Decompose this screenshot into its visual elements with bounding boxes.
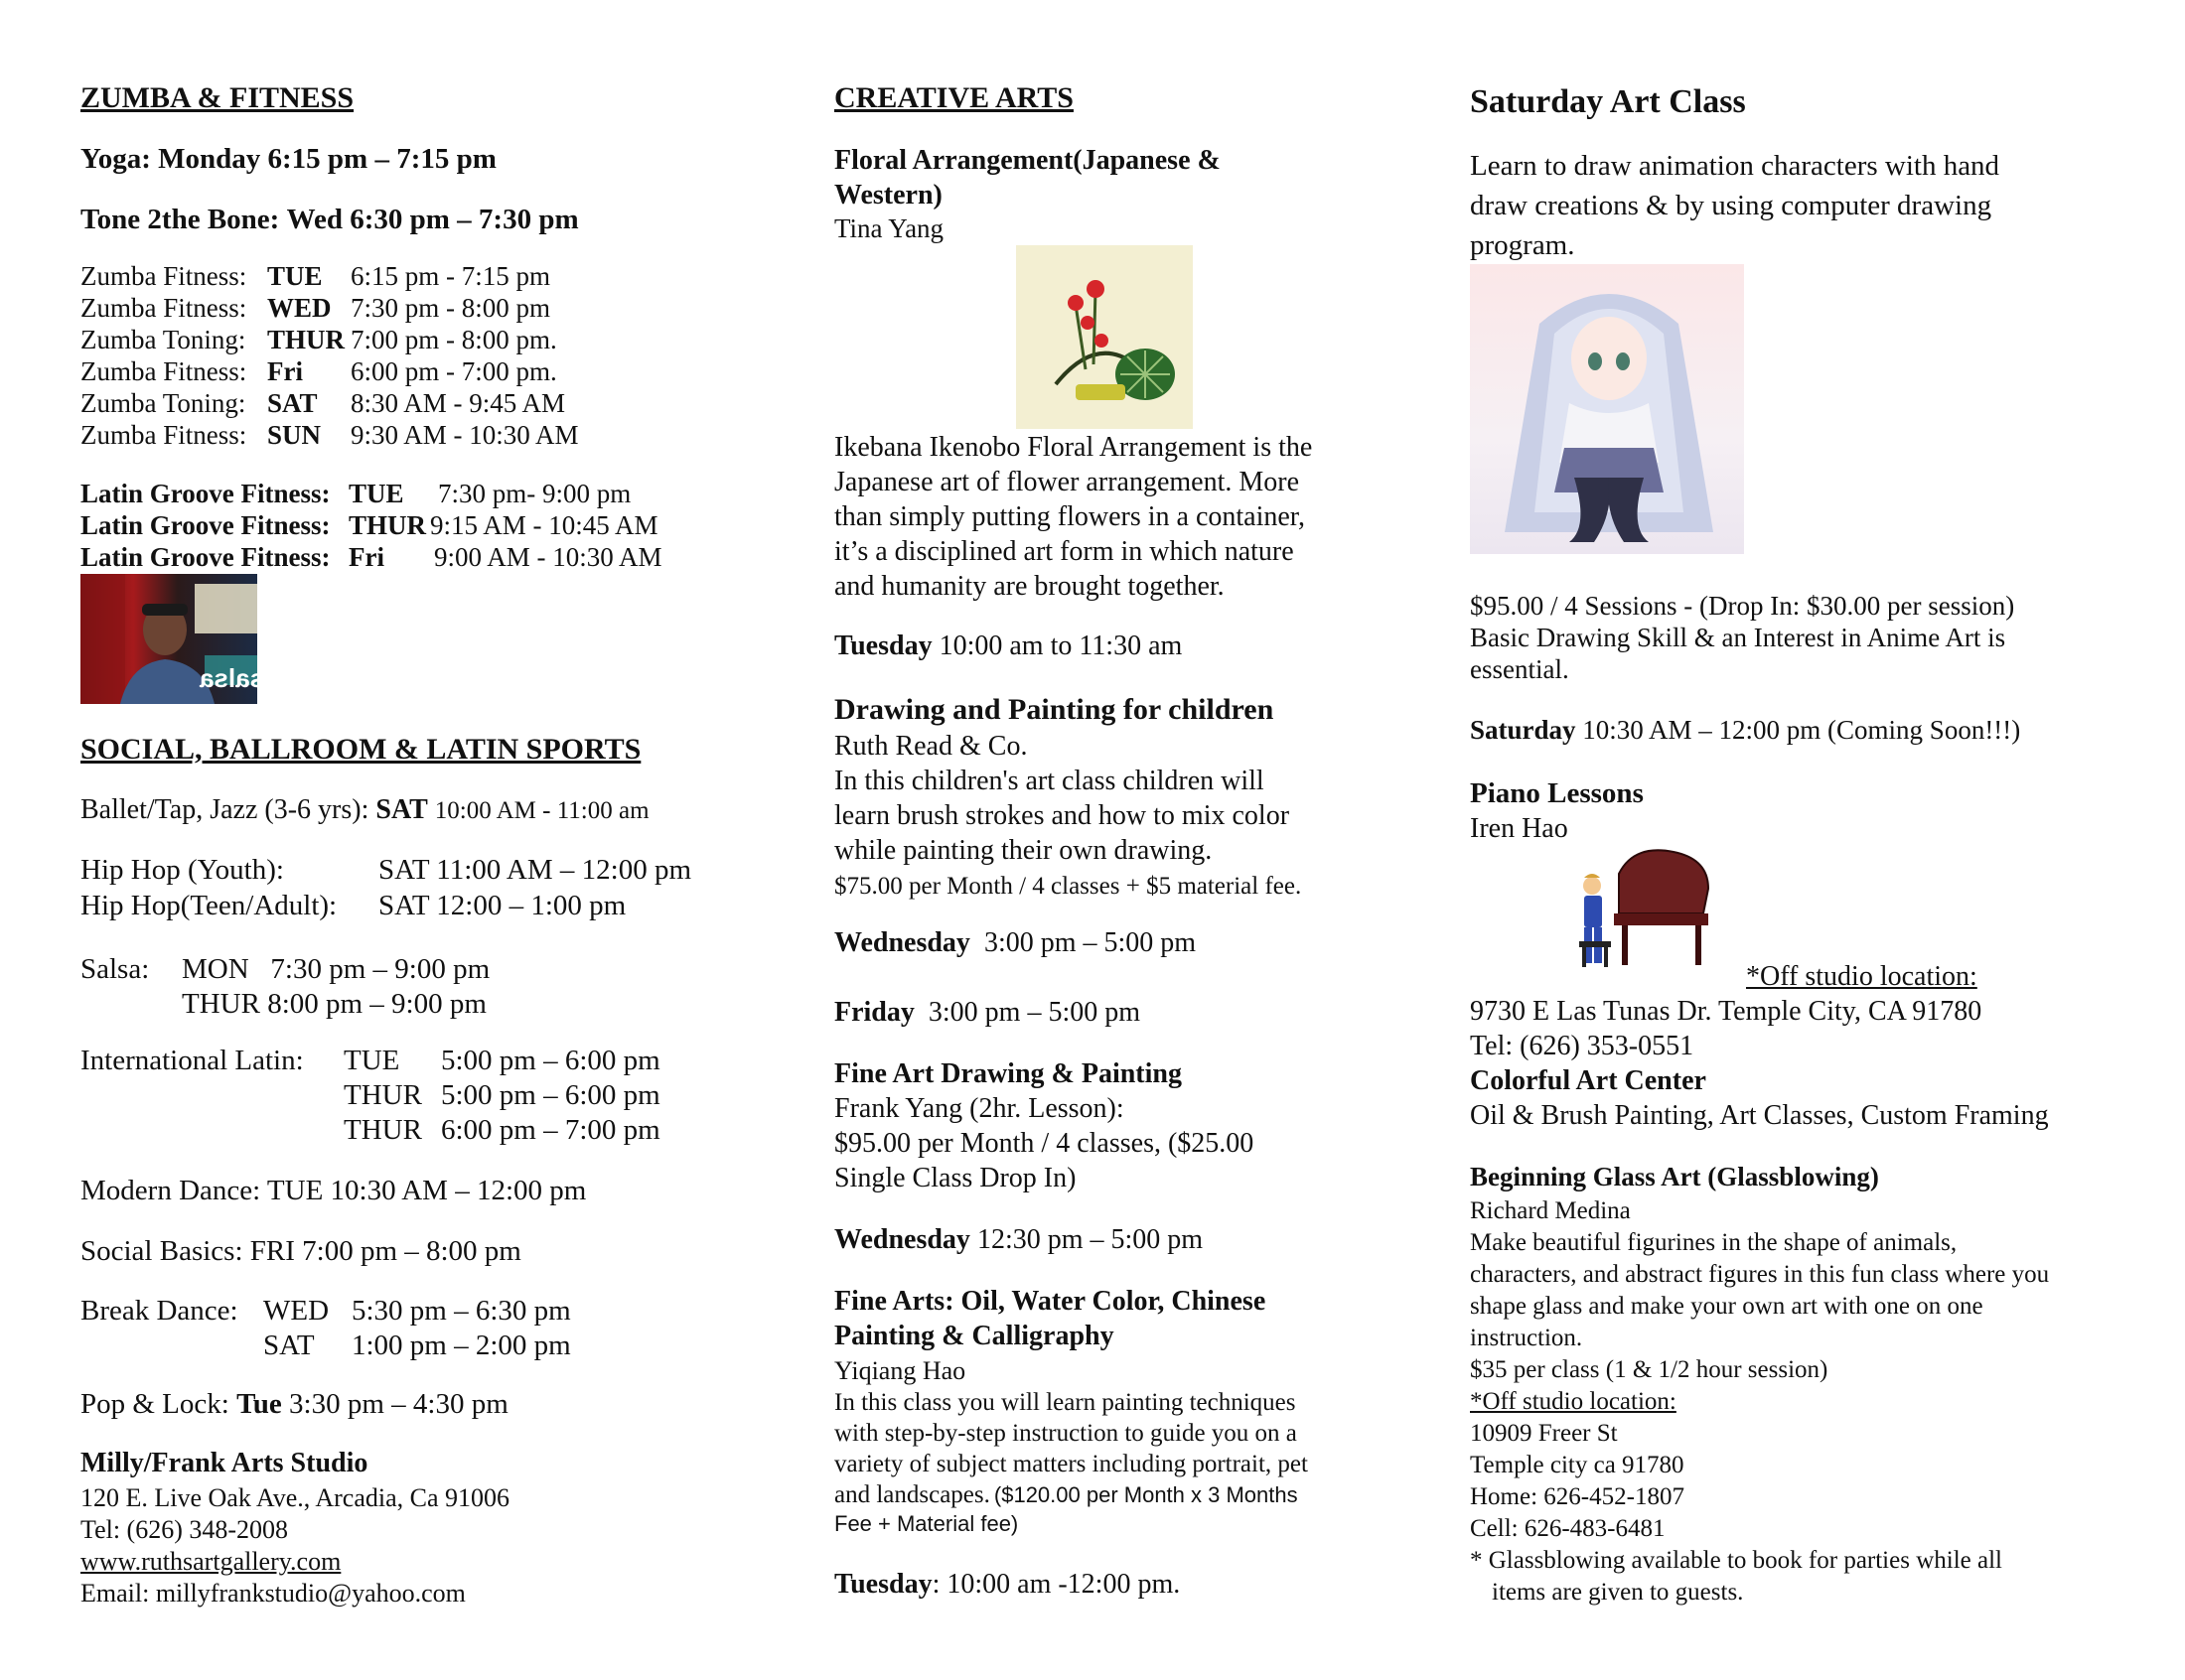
zumba-row-name: Zumba Fitness: [80,261,247,291]
drawing-fri-schedule [834,999,1140,1027]
drawing-fri-day: Friday [834,997,915,1028]
studio-website-link[interactable]: www.ruthsartgallery.com [80,1547,342,1576]
hiphop-youth-label: Hip Hop (Youth): [80,854,284,886]
oil-teacher: Yiqiang Hao [834,1356,966,1385]
zumba-row-day: TUE [267,261,323,291]
floral-schedule [834,632,1182,660]
latin-groove-day: THUR [349,510,427,540]
floral-title-1: Floral Arrangement(Japanese & [834,145,1221,176]
salsa-time-2: THUR 8:00 pm – 9:00 pm [182,988,487,1020]
drawing-teacher: Ruth Read & Co. [834,731,1028,762]
glass-desc-line: instruction. [1470,1325,1583,1351]
oil-fee-2: Fee + Material fee) [834,1511,1019,1536]
yoga-line [80,145,497,174]
tone-time: Wed 6:30 pm – 7:30 pm [286,204,579,235]
floral-day: Tuesday [834,630,933,661]
latin-groove-day: TUE [349,479,404,508]
latin-groove-time: 9:15 AM - 10:45 AM [430,510,658,540]
break-dance-label: Break Dance: [80,1295,238,1327]
floral-desc-line: and humanity are brought together. [834,571,1225,602]
oil-desc-line: variety of subject matters including portrait, pet [834,1451,1308,1477]
zumba-row [80,263,246,290]
zumba-row-day: WED [267,293,332,323]
pop-lock-time: 3:30 pm – 4:30 pm [289,1388,509,1420]
break-dance-time: 1:00 pm – 2:00 pm [352,1330,571,1361]
yoga-time: Monday 6:15 pm – 7:15 pm [158,143,497,175]
zumba-row-time: 7:00 pm - 8:00 pm. [351,325,557,354]
fine-art-schedule [834,1226,1203,1254]
glass-cell-phone: Cell: 626-483-6481 [1470,1515,1666,1542]
oil-day: Tuesday [834,1569,933,1600]
floral-teacher: Tina Yang [834,213,945,243]
fine-art-fee-2: Single Class Drop In) [834,1163,1077,1193]
ballet-line [80,796,650,824]
drawing-fri-time: 3:00 pm – 5:00 pm [928,997,1141,1028]
ballet-time: 10:00 AM - 11:00 am [434,797,650,824]
art-center-name: Colorful Art Center [1470,1065,1706,1096]
fine-art-fee-1: $95.00 per Month / 4 classes, ($25.00 [834,1128,1254,1159]
saturday-desc-line: Learn to draw animation characters with hand [1470,150,2000,182]
ikebana-photo [1016,245,1193,429]
zumba-row [80,390,245,417]
studio-email: Email: millyfrankstudio@yahoo.com [80,1579,466,1608]
intl-latin-time: 5:00 pm – 6:00 pm [441,1079,660,1111]
zumba-row-name: Zumba Toning: [80,325,246,354]
zumba-heading: ZUMBA & FITNESS [80,81,355,114]
anime-character-image [1470,264,1744,554]
latin-groove-time: 7:30 pm- 9:00 pm [438,479,632,508]
ballet-day: SAT [375,794,428,825]
fine-art-day: Wednesday [834,1224,970,1255]
drawing-wed-time: 3:00 pm – 5:00 pm [983,927,1197,958]
zumba-row [80,422,246,449]
saturday-fee: $95.00 / 4 Sessions - (Drop In: $30.00 per session) [1470,591,2015,621]
piano-off-studio-label: *Off studio location: [1746,961,1977,992]
tone-line [80,206,579,234]
oil-title-1: Fine Arts: Oil, Water Color, Chinese [834,1286,1266,1317]
intl-latin-time: 6:00 pm – 7:00 pm [441,1114,660,1146]
pop-lock-day: Tue [236,1388,282,1420]
latin-groove-time: 9:00 AM - 10:30 AM [434,542,662,572]
floral-time: 10:00 am to 11:30 am [939,630,1183,661]
floral-desc-line: Japanese art of flower arrangement. More [834,467,1300,497]
hiphop-teen-label: Hip Hop(Teen/Adult): [80,890,338,921]
piano-title: Piano Lessons [1470,777,1644,809]
latin-groove-day: Fri [349,542,384,572]
zumba-row-time: 8:30 AM - 9:45 AM [351,388,566,418]
social-basics-line: Social Basics: FRI 7:00 pm – 8:00 pm [80,1235,521,1267]
glass-off-studio-label: *Off studio location: [1470,1388,1676,1415]
art-center-services: Oil & Brush Painting, Art Classes, Custom Framing [1470,1100,2049,1131]
glass-street: 10909 Freer St [1470,1420,1618,1447]
zumba-row-name: Zumba Fitness: [80,293,247,323]
salsa-label: Salsa: [80,953,150,985]
hiphop-teen-time: SAT 12:00 – 1:00 pm [378,890,627,921]
floral-title-2: Western) [834,180,943,210]
latin-groove-name: Latin Groove Fitness: [80,479,331,508]
pop-lock-label: Pop & Lock: [80,1388,229,1420]
intl-latin-day: THUR [344,1114,422,1146]
drawing-desc-line: while painting their own drawing. [834,835,1213,866]
drawing-wed-day: Wednesday [834,927,970,958]
zumba-row-day: SAT [267,388,318,418]
salsa-dancer-photo [80,574,265,704]
drawing-desc-line: learn brush strokes and how to mix color [834,800,1290,831]
tone-label: Tone 2the Bone: [80,204,280,235]
oil-desc-fee-line [834,1482,1298,1507]
oil-schedule [834,1571,1180,1599]
zumba-row-time: 6:00 pm - 7:00 pm. [351,356,557,386]
piano-tel: Tel: (626) 353-0551 [1470,1031,1694,1061]
saturday-schedule [1470,717,2020,744]
studio-name: Milly/Frank Arts Studio [80,1448,368,1478]
saturday-req-2: essential. [1470,654,1569,684]
intl-latin-day: TUE [344,1045,400,1076]
oil-title-2: Painting & Calligraphy [834,1321,1114,1351]
zumba-row-day: Fri [267,356,303,386]
zumba-row-name: Zumba Fitness: [80,420,247,450]
piano-address: 9730 E Las Tunas Dr. Temple City, CA 91780 [1470,996,1982,1027]
zumba-row-time: 7:30 pm - 8:00 pm [351,293,550,323]
glass-fee: $35 per class (1 & 1/2 hour session) [1470,1356,1828,1383]
intl-latin-day: THUR [344,1079,422,1111]
zumba-row-day: THUR [267,325,346,354]
oil-time: : 10:00 am -12:00 pm. [932,1569,1181,1600]
zumba-row-day: SUN [267,420,322,450]
piano-icon [1574,844,1713,978]
floral-desc-line: than simply putting flowers in a container, [834,501,1306,532]
drawing-fee: $75.00 per Month / 4 classes + $5 material fee. [834,873,1302,900]
oil-fee-1: ($120.00 per Month x 3 Months [993,1482,1298,1507]
glass-note-2: items are given to guests. [1492,1579,1744,1606]
zumba-row-name: Zumba Toning: [80,388,246,418]
hiphop-youth-time: SAT 11:00 AM – 12:00 pm [378,854,692,886]
zumba-row [80,358,246,385]
studio-tel: Tel: (626) 348-2008 [80,1515,289,1544]
zumba-row [80,295,246,322]
saturday-desc-line: draw creations & by using computer drawing [1470,190,1992,221]
glass-title: Beginning Glass Art (Glassblowing) [1470,1162,1879,1191]
fine-art-time: 12:30 pm – 5:00 pm [976,1224,1204,1255]
oil-desc-line: with step-by-step instruction to guide you on a [834,1420,1297,1447]
drawing-title: Drawing and Painting for children [834,693,1274,726]
anime-girl-icon [1470,264,1744,554]
latin-groove-name: Latin Groove Fitness: [80,510,331,540]
intl-latin-label: International Latin: [80,1045,304,1076]
glass-note-1: * Glassblowing available to book for parties while all [1470,1547,2002,1574]
flower-arrangement-icon [1016,245,1193,429]
glass-city: Temple city ca 91780 [1470,1452,1684,1478]
saturday-req-1: Basic Drawing Skill & an Interest in Anime Art is [1470,623,2006,652]
latin-groove-name: Latin Groove Fitness: [80,542,331,572]
zumba-row-name: Zumba Fitness: [80,356,247,386]
glass-desc-line: characters, and abstract figures in this fun class where you [1470,1261,2050,1288]
salsa-time-1: MON 7:30 pm – 9:00 pm [182,953,491,985]
pop-lock-line [80,1390,509,1419]
salsa-photo-text: salsa [200,663,265,693]
saturday-heading: Saturday Art Class [1470,83,1746,120]
glass-desc-line: shape glass and make your own art with one on one [1470,1293,1983,1320]
zumba-row-time: 6:15 pm - 7:15 pm [351,261,550,291]
intl-latin-time: 5:00 pm – 6:00 pm [441,1045,660,1076]
glass-home-phone: Home: 626-452-1807 [1470,1483,1684,1510]
studio-address: 120 E. Live Oak Ave., Arcadia, Ca 91006 [80,1483,510,1512]
floral-desc-line: it’s a disciplined art form in which nature [834,536,1294,567]
glass-desc-line: Make beautiful figurines in the shape of animals, [1470,1229,1958,1256]
break-dance-time: 5:30 pm – 6:30 pm [352,1295,571,1327]
glass-teacher: Richard Medina [1470,1197,1631,1224]
oil-desc-line: In this class you will learn painting techniques [834,1389,1296,1416]
oil-desc-line: and landscapes. [834,1481,990,1508]
creative-heading: CREATIVE ARTS [834,81,1074,114]
break-dance-day: WED [263,1295,330,1327]
piano-player-image [1574,844,1713,978]
zumba-row [80,327,245,353]
yoga-label: Yoga: [80,143,151,175]
drawing-desc-line: In this children's art class children will [834,766,1264,796]
social-heading: SOCIAL, BALLROOM & LATIN SPORTS [80,733,642,766]
drawing-wed-schedule [834,929,1196,957]
fine-art-title: Fine Art Drawing & Painting [834,1058,1182,1089]
zumba-row-time: 9:30 AM - 10:30 AM [351,420,579,450]
fine-art-teacher: Frank Yang (2hr. Lesson): [834,1093,1124,1124]
break-dance-day: SAT [263,1330,315,1361]
ballet-label: Ballet/Tap, Jazz (3-6 yrs): [80,794,369,825]
piano-teacher: Iren Hao [1470,813,1568,844]
modern-dance-line: Modern Dance: TUE 10:30 AM – 12:00 pm [80,1175,587,1206]
saturday-desc-line: program. [1470,229,1575,261]
saturday-time: 10:30 AM – 12:00 pm (Coming Soon!!!) [1582,715,2021,745]
saturday-day: Saturday [1470,715,1576,745]
floral-desc-line: Ikebana Ikenobo Floral Arrangement is the [834,432,1313,463]
